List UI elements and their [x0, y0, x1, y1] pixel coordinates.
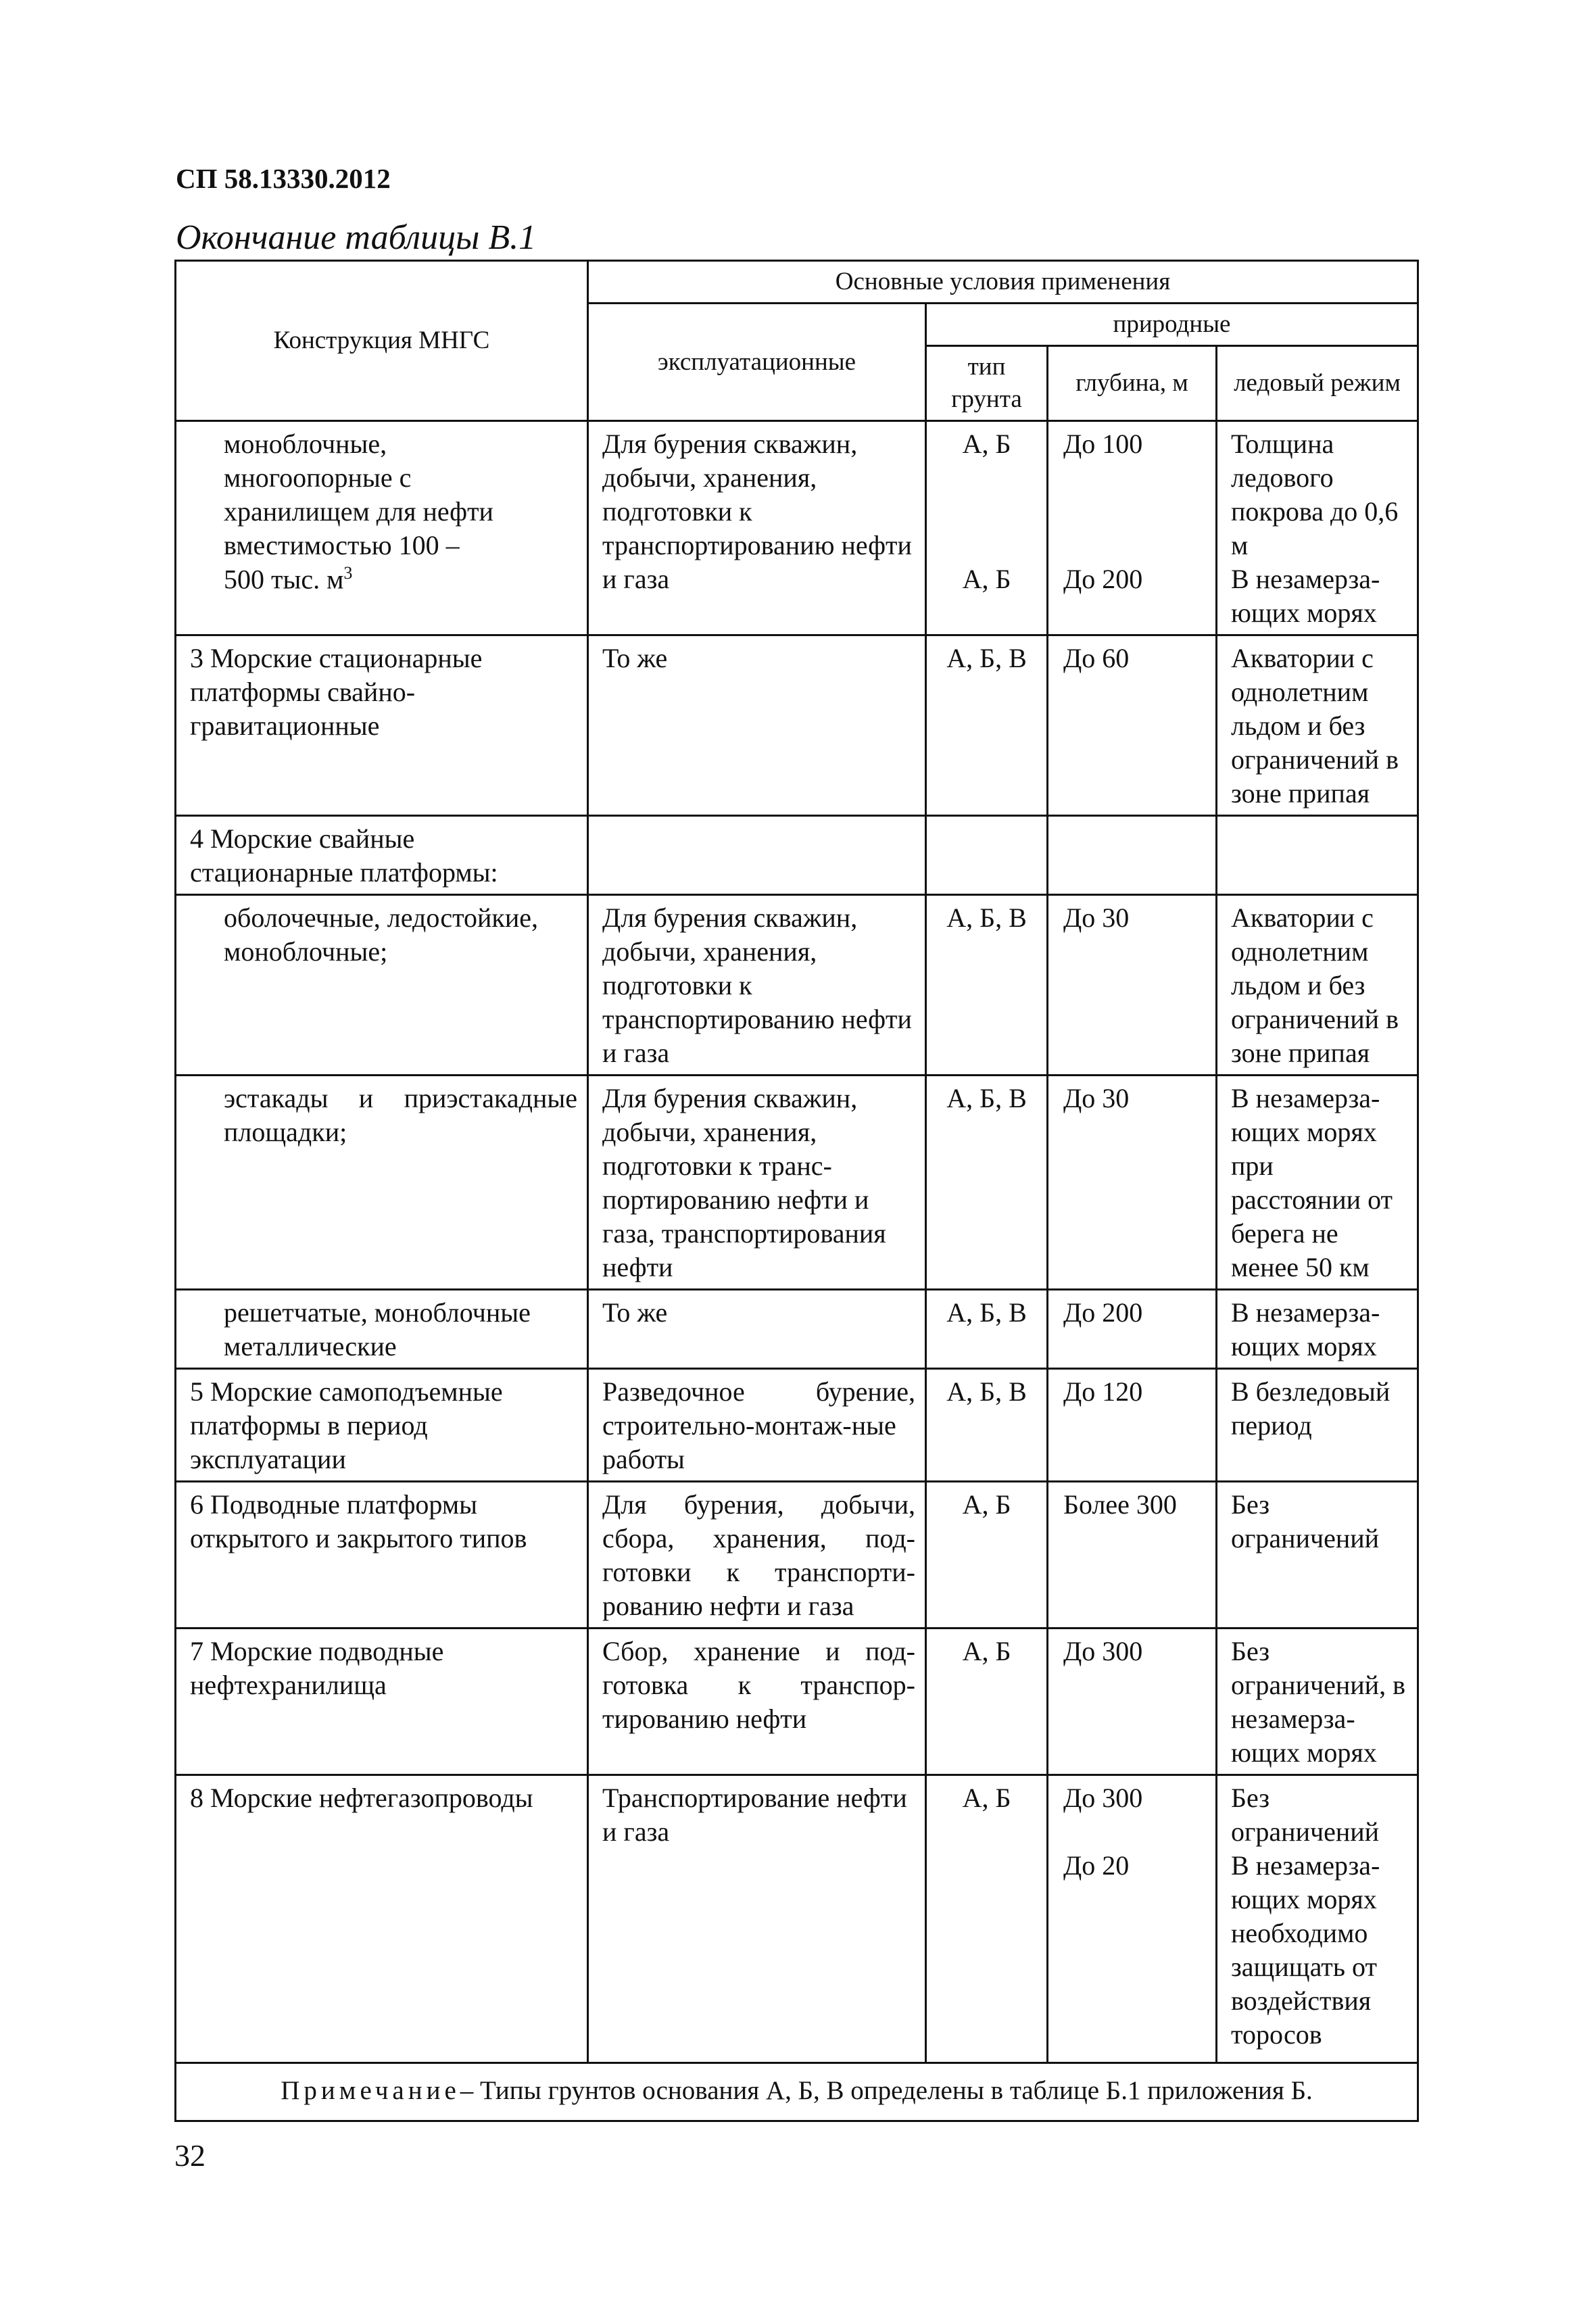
- construction-line: моноблочные,: [224, 429, 387, 460]
- construction-cell: 6 Подводные платформы открытого и закрытого типов: [176, 1482, 588, 1629]
- construction-text: эстакады и приэстакадные площадки;: [224, 1083, 577, 1148]
- depth-cell: До 120: [1048, 1369, 1217, 1482]
- operational-cell: [588, 816, 926, 895]
- soil-cell: А, Б: [926, 1482, 1048, 1629]
- depth-cell: [1048, 816, 1217, 895]
- header-depth: глубина, м: [1048, 346, 1217, 421]
- soil-cell: А, Б, В: [926, 1076, 1048, 1290]
- ice-cell: [1217, 816, 1418, 895]
- depth-value: До 20: [1063, 1850, 1130, 1881]
- construction-cell: 4 Морские свайные стационарные платформы:: [176, 816, 588, 895]
- soil-cell: А, Б, В: [926, 1290, 1048, 1369]
- operational-cell: Разведочное бурение, строительно-монтаж-ные работы: [588, 1369, 926, 1482]
- header-row-1: [176, 261, 1418, 304]
- table-row: [176, 1076, 1418, 1290]
- header-main-conditions: Основные условия применения: [588, 261, 1418, 304]
- ice-value: Толщина ледового покрова до 0,6 м: [1231, 429, 1399, 561]
- volume-superscript: 3: [343, 563, 353, 583]
- mngs-conditions-table: [174, 260, 1419, 2122]
- table-row: [176, 816, 1418, 895]
- soil-cell: А, Б, В: [926, 1369, 1048, 1482]
- soil-cell: [926, 816, 1048, 895]
- operational-cell: Для бурения, добычи, сбора, хранения, под-готовки к транспорти-рованию нефти и газа: [588, 1482, 926, 1629]
- depth-value: До 100: [1063, 429, 1143, 460]
- depth-cell: До 300: [1048, 1629, 1217, 1775]
- construction-cell: 5 Морские самоподъемные платформы в период эксплуатации: [176, 1369, 588, 1482]
- ice-cell: В незамерза-ющих морях при расстоянии от берега не менее 50 км: [1217, 1076, 1418, 1290]
- header-construction: Конструкция МНГС: [176, 261, 588, 421]
- operational-cell: То же: [588, 635, 926, 816]
- table-row: [176, 635, 1418, 816]
- table-row: [176, 895, 1418, 1076]
- depth-value: До 200: [1063, 564, 1143, 595]
- ice-cell: Без ограничений: [1217, 1482, 1418, 1629]
- ice-value: Без ограничений: [1231, 1783, 1380, 1848]
- soil-cell: А, Б, В: [926, 895, 1048, 1076]
- operational-cell: Для бурения скважин, добычи, хранения, подготовки к транс-портированию нефти и газа, транспортирования нефти: [588, 1076, 926, 1290]
- depth-cell: [1048, 1775, 1217, 2063]
- document-code: СП 58.13330.2012: [176, 163, 391, 194]
- note-text: – Типы грунтов основания А, Б, В определены в таблице Б.1 приложения Б.: [460, 2076, 1313, 2106]
- soil-cell: А, Б: [926, 1629, 1048, 1775]
- spacer: [931, 461, 1042, 562]
- depth-cell: Более 300: [1048, 1482, 1217, 1629]
- soil-value: А, Б: [962, 429, 1011, 460]
- depth-cell: До 30: [1048, 895, 1217, 1076]
- header-operational: эксплуатационные: [588, 304, 926, 421]
- ice-cell: [1217, 421, 1418, 635]
- ice-cell: Акватории с однолетним льдом и без ограничений в зоне припая: [1217, 635, 1418, 816]
- operational-cell: Сбор, хранение и под-готовка к транспор-тированию нефти: [588, 1629, 926, 1775]
- construction-line: хранилищем для нефти: [224, 496, 493, 527]
- table-row: [176, 1629, 1418, 1775]
- ice-cell: В незамерза-ющих морях: [1217, 1290, 1418, 1369]
- ice-cell: Без ограничений, в незамерза-ющих морях: [1217, 1629, 1418, 1775]
- operational-cell: Для бурения скважин, добычи, хранения, подготовки к транспортированию нефти и газа: [588, 421, 926, 635]
- soil-cell: А, Б, В: [926, 635, 1048, 816]
- depth-cell: До 60: [1048, 635, 1217, 816]
- header-natural: природные: [926, 304, 1418, 346]
- construction-line: вместимостью 100 –: [224, 530, 460, 561]
- table-row: [176, 1290, 1418, 1369]
- soil-cell: А, Б: [926, 1775, 1048, 2063]
- note-label: Примечание: [281, 2076, 460, 2106]
- construction-cell: 7 Морские подводные нефтехранилища: [176, 1629, 588, 1775]
- construction-text: решетчатые, моноблочные металлические: [224, 1297, 531, 1362]
- table-row: [176, 1482, 1418, 1629]
- table-note: [176, 2063, 1418, 2121]
- page-number: 32: [174, 2138, 205, 2173]
- construction-text: оболочечные, ледостойкие, моноблочные;: [224, 902, 539, 967]
- construction-cell: 8 Морские нефтегазопроводы: [176, 1775, 588, 2063]
- spacer: [1063, 461, 1206, 562]
- note-row: [176, 2063, 1418, 2121]
- ice-cell: В безледовый период: [1217, 1369, 1418, 1482]
- depth-cell: До 200: [1048, 1290, 1217, 1369]
- soil-cell: [926, 421, 1048, 635]
- depth-cell: До 30: [1048, 1076, 1217, 1290]
- construction-cell: [176, 895, 588, 1076]
- construction-cell: [176, 1076, 588, 1290]
- depth-value: До 300: [1063, 1783, 1143, 1814]
- construction-cell: 3 Морские стационарные платформы свайно-гравитационные: [176, 635, 588, 816]
- header-soil-type: тип грунта: [926, 346, 1048, 421]
- depth-cell: [1048, 421, 1217, 635]
- table-caption: Окончание таблицы В.1: [176, 218, 537, 257]
- ice-cell: [1217, 1775, 1418, 2063]
- operational-cell: Транспортирование нефти и газа: [588, 1775, 926, 2063]
- volume-value: 500 тыс. м: [224, 564, 344, 595]
- operational-cell: Для бурения скважин, добычи, хранения, подготовки к транспортированию нефти и газа: [588, 895, 926, 1076]
- table-row: [176, 1369, 1418, 1482]
- soil-value: А, Б: [962, 564, 1011, 595]
- ice-value: В незамерза-ющих морях необходимо защищать от воздействия торосов: [1231, 1850, 1380, 2050]
- table-row: [176, 421, 1418, 635]
- construction-cell: [176, 1290, 588, 1369]
- header-ice-regime: ледовый режим: [1217, 346, 1418, 421]
- spacer: [1063, 1815, 1206, 1849]
- construction-line: [224, 562, 577, 596]
- ice-value: В незамерза-ющих морях: [1231, 564, 1380, 629]
- ice-cell: Акватории с однолетним льдом и без ограничений в зоне припая: [1217, 895, 1418, 1076]
- operational-cell: То же: [588, 1290, 926, 1369]
- table-row: [176, 1775, 1418, 2063]
- construction-cell: [176, 421, 588, 635]
- construction-line: многоопорные с: [224, 462, 412, 493]
